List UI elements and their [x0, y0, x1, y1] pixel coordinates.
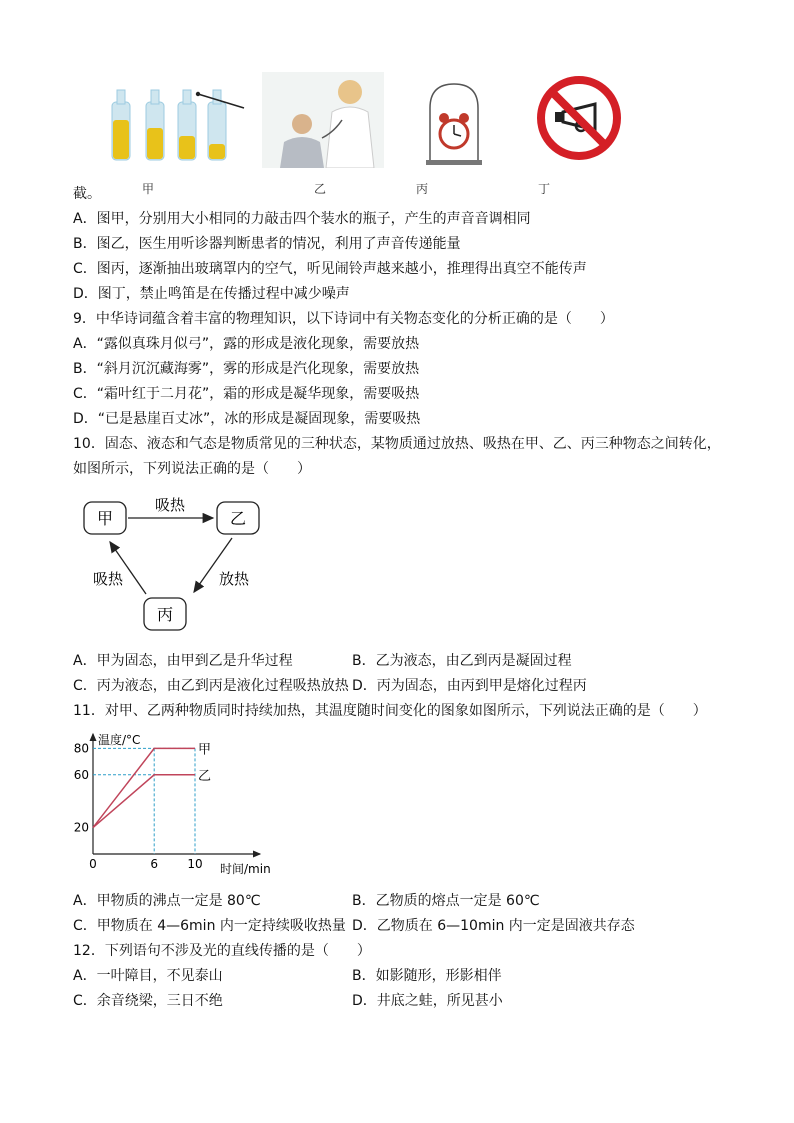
q11-option-d: D．乙物质在 6—10min 内一定是固液共存态 [352, 918, 635, 934]
label-jia-to-yi: 吸热 [154, 496, 186, 514]
q12-option-b: B．如影随形，形影相伴 [352, 968, 502, 984]
q11-stem: 11．对甲、乙两种物质同时持续加热，其温度随时间变化的图象如图所示，下列说法正确的是（ ） [73, 703, 707, 719]
q8-option-d: D．图丁，禁止鸣笛是在传播过程中减少噪声 [73, 286, 350, 302]
series-label-yi: 乙 [198, 768, 212, 784]
caption-bing: 丙 [416, 182, 429, 196]
no-horn-sign-icon [535, 72, 623, 166]
q8-option-c: C．图丙，逐渐抽出玻璃罩内的空气，听见闹铃声越来越小，推理得出真空不能传声 [73, 261, 587, 277]
q12-stem: 12．下列语句不涉及光的直线传播的是（ ） [73, 943, 371, 959]
x-tick-label-6: 6 [150, 857, 159, 871]
state-change-diagram [74, 488, 274, 638]
y-tick-label-80: 80 [73, 741, 89, 756]
question-8-stem-tail: 截。 [73, 186, 101, 202]
node-jia-label: 甲 [96, 509, 114, 528]
x-tick-label-0: 0 [89, 857, 97, 871]
q10-option-d: D．丙为固态，由丙到甲是熔化过程丙 [352, 678, 587, 694]
y-tick-label-60: 60 [73, 767, 89, 782]
q11-option-b: B．乙物质的熔点一定是 60℃ [352, 893, 540, 909]
series-line-jia [93, 748, 195, 827]
caption-ding: 丁 [538, 182, 551, 196]
y-axis-label: 温度/°C [98, 733, 141, 747]
node-yi-label: 乙 [229, 509, 247, 528]
q10-stem-line2: 如图所示，下列说法正确的是（ ） [73, 461, 311, 477]
q12-option-a: A．一叶障目，不见泰山 [73, 968, 223, 984]
q9-option-a: A．“露似真珠月似弓”，露的形成是液化现象，需要放热 [73, 336, 420, 352]
temperature-time-chart [70, 726, 280, 878]
q10-option-a: A．甲为固态，由甲到乙是升华过程 [73, 653, 293, 669]
figure-bell-jar [424, 78, 484, 166]
q11-option-c: C．甲物质在 4—6min 内一定持续吸收热量 [73, 918, 346, 934]
q10-option-b: B．乙为液态，由乙到丙是凝固过程 [352, 653, 572, 669]
x-axis-label: 时间/min [220, 862, 271, 876]
q10-stem-line1: 10．固态、液态和气态是物质常见的三种状态，某物质通过放热、吸热在甲、乙、丙三种物态之间转化， [73, 436, 721, 452]
caption-jia: 甲 [142, 182, 155, 196]
caption-yi: 乙 [314, 182, 327, 196]
x-tick-label-10: 10 [187, 857, 203, 871]
q9-option-d: D．“已是悬崖百丈冰”，冰的形成是凝固现象，需要吸热 [73, 411, 421, 427]
series-label-jia: 甲 [198, 742, 212, 758]
figure-bottles [106, 72, 256, 164]
series-line-yi [93, 775, 195, 828]
label-bing-to-jia: 吸热 [92, 570, 124, 588]
q9-option-b: B．“斜月沉沉藏海雾”，雾的形成是汽化现象，需要放热 [73, 361, 420, 377]
y-tick-label-20: 20 [73, 820, 89, 835]
q12-option-d: D．井底之蛙，所见甚小 [352, 993, 503, 1009]
node-bing-label: 丙 [156, 605, 174, 624]
q8-option-a: A．图甲，分别用大小相同的力敲击四个装水的瓶子，产生的声音音调相同 [73, 211, 531, 227]
q10-option-c: C．丙为液态，由乙到丙是液化过程吸热放热 [73, 678, 349, 694]
q11-option-a: A．甲物质的沸点一定是 80℃ [73, 893, 261, 909]
q9-option-c: C．“霜叶红于二月花”，霜的形成是凝华现象，需要吸热 [73, 386, 420, 402]
label-yi-to-bing: 放热 [218, 570, 250, 588]
q9-stem: 9．中华诗词蕴含着丰富的物理知识，以下诗词中有关物态变化的分析正确的是（ ） [73, 311, 614, 327]
figure-doctor [262, 72, 384, 168]
q12-option-c: C．余音绕梁，三日不绝 [73, 993, 223, 1009]
q8-option-b: B．图乙，医生用听诊器判断患者的情况，利用了声音传递能量 [73, 236, 461, 252]
